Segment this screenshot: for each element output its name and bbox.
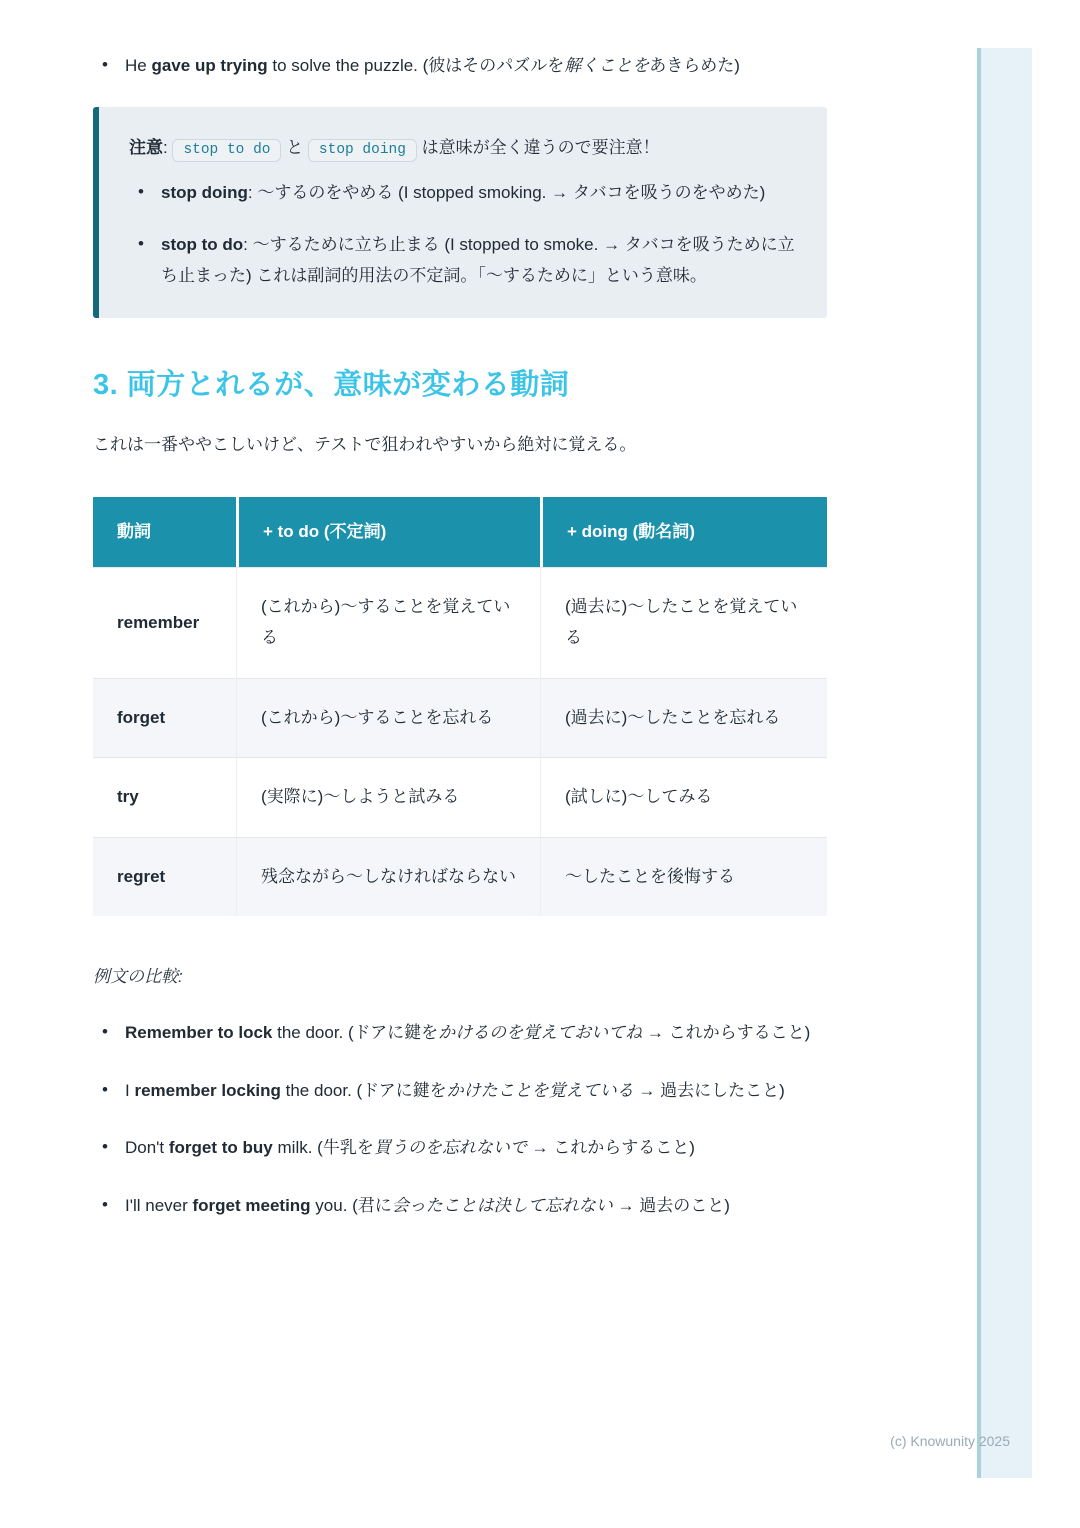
- callout-bullet-list: [129, 177, 799, 291]
- todo-cell: (これから)〜することを忘れる: [236, 678, 540, 758]
- list-item: • Don't forget to buy milk. (牛乳を買うのを忘れないで → これからすること): [93, 1132, 827, 1163]
- todo-cell: (実際に)〜しようと試みる: [236, 757, 540, 837]
- table-row: [93, 567, 827, 677]
- doing-cell: (試しに)〜してみる: [540, 757, 827, 837]
- table-row: [93, 837, 827, 917]
- examples-label: 例文の比較:: [93, 967, 183, 987]
- list-item: • I remember locking the door. (ドアに鍵をかけたことを覚えている → 過去にしたこと): [93, 1075, 827, 1106]
- section-intro-paragraph: これは一番ややこしいけど、テストで狙われやすいから絶対に覚える。: [93, 434, 637, 454]
- inline-code-chip: stop doing: [308, 139, 417, 162]
- note-callout: [93, 107, 827, 317]
- table-header-todo: + to do (不定詞): [236, 497, 540, 567]
- list-item: • Remember to lock the door. (ドアに鍵をかけるのを覚えておいてね → これからすること): [93, 1017, 827, 1048]
- verb-cell: regret: [93, 837, 236, 917]
- table-header-doing: + doing (動名詞): [540, 497, 827, 567]
- examples-bullet-list: [93, 1017, 827, 1221]
- table-row: [93, 678, 827, 758]
- verb-comparison-table: [93, 497, 827, 916]
- doing-cell: (過去に)〜したことを忘れる: [540, 678, 827, 758]
- page-edge-strip: [977, 48, 1032, 1478]
- list-item: • He gave up trying to solve the puzzle. (彼はそのパズルを解くことをあきらめた): [93, 50, 827, 81]
- doing-cell: 〜したことを後悔する: [540, 837, 827, 917]
- table-row: [93, 757, 827, 837]
- list-item: • stop doing: 〜するのをやめる (I stopped smoking. → タバコを吸うのをやめた): [129, 177, 799, 208]
- table-header-row: [93, 497, 827, 567]
- intro-bullet-list: [93, 50, 827, 81]
- verb-cell: remember: [93, 567, 236, 677]
- section-heading: 3. 両方とれるが、意味が変わる動詞: [93, 368, 570, 401]
- document-content: [93, 50, 827, 1247]
- list-item: • stop to do: 〜するために立ち止まる (I stopped to smoke. → タバコを吸うために立ち止まった) これは副詞的用法の不定詞。「〜するために」という意味。: [129, 229, 799, 292]
- verb-cell: forget: [93, 678, 236, 758]
- doing-cell: (過去に)〜したことを覚えている: [540, 567, 827, 677]
- inline-code-chip: stop to do: [172, 139, 281, 162]
- todo-cell: 残念ながら〜しなければならない: [236, 837, 540, 917]
- todo-cell: (これから)〜することを覚えている: [236, 567, 540, 677]
- copyright-text: (c) Knowunity 2025: [890, 1433, 1010, 1449]
- callout-title: 注意: stop to do と stop doing は意味が全く違うので要注意！: [129, 131, 799, 165]
- list-item: • I'll never forget meeting you. (君に会ったことは決して忘れない → 過去のこと): [93, 1190, 827, 1221]
- table-header-verb: 動詞: [93, 497, 236, 567]
- verb-cell: try: [93, 757, 236, 837]
